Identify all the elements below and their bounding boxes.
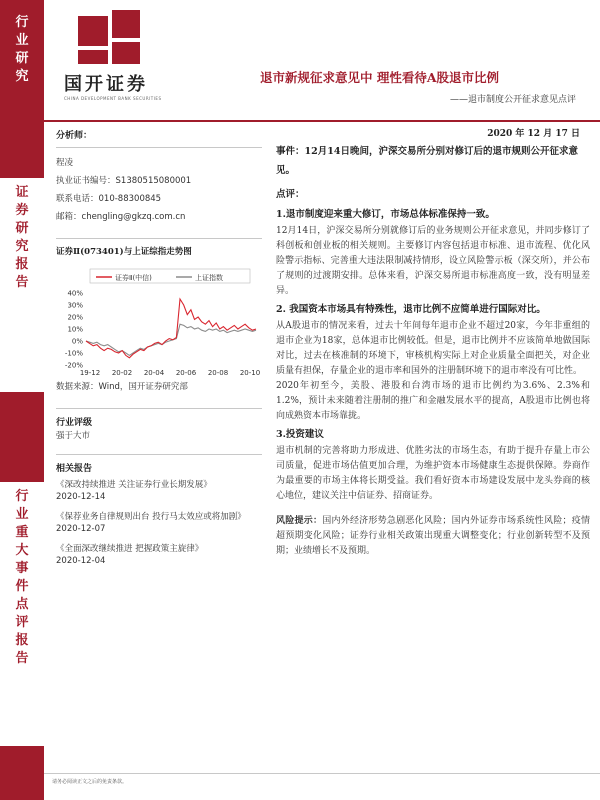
email-label: 邮箱：: [56, 212, 82, 222]
sidebar-char: 券: [15, 203, 29, 218]
phone-line: [56, 190, 262, 208]
related-report-date: 2020-12-07: [56, 524, 106, 534]
sidebar-char: 业: [15, 507, 29, 522]
sidebar-char: 事: [15, 561, 29, 576]
legend-label: 证券Ⅱ(中信): [115, 274, 152, 282]
disclaimer-footer: 请务必阅读正文之后的免责条款。: [52, 779, 128, 785]
sidebar-char: 业: [15, 33, 29, 48]
logo-name: 国开证券: [64, 74, 148, 95]
related-report-title[interactable]: 《深改持续推进 关注证券行业长期发展》: [56, 480, 212, 490]
phone-number: 010-88300845: [98, 194, 162, 204]
related-report-date: 2020-12-14: [56, 492, 106, 502]
report-title: 退市新规征求意见中 理性看待A股退市比例: [260, 70, 500, 85]
analyst-name: 程凌: [56, 158, 74, 168]
sidebar-char: 点: [15, 597, 29, 612]
y-tick-label: 40%: [67, 289, 83, 298]
divider: [56, 147, 262, 148]
report-date: 2020 年 12 月 17 日: [487, 129, 580, 139]
sections: [276, 206, 590, 504]
sidebar-char: 研: [15, 51, 29, 66]
y-tick-label: -10%: [64, 349, 83, 358]
divider: [56, 454, 262, 455]
sidebar-char: 研: [15, 221, 29, 236]
sidebar-char: 行: [15, 489, 29, 504]
chart-title: 证券Ⅱ(073401)与上证综指走势图: [56, 247, 192, 257]
email-address: chengling@gkzq.com.cn: [81, 212, 186, 222]
y-tick-label: 10%: [67, 325, 83, 334]
sidebar-char: 重: [15, 525, 29, 540]
sidebar-char: 报: [15, 257, 29, 272]
series-line: [86, 324, 256, 355]
y-tick-label: 20%: [67, 313, 83, 322]
x-tick-label: 20-02: [111, 369, 133, 377]
risk-paragraph: [276, 514, 590, 559]
related-report-title[interactable]: 《保荐业务自律规则出台 投行马太效应或将加剧》: [56, 512, 246, 522]
divider: [56, 238, 262, 239]
section-paragraph: 退市机制的完善将助力形成进、优胜劣汰的市场生态，有助于提升存量上市公司质量，促进市场估值更加合理，为维护资本市场健康生态提供保障。券商作为最重要的市场主体将长期受益。我们看好资本市场建设发展中龙头券商的核心地位，建议关注中信证券、招商证券。: [276, 446, 590, 501]
rating-heading: 行业评级: [56, 418, 93, 428]
y-tick-label: -20%: [64, 361, 83, 370]
sidebar-char: 究: [15, 69, 29, 84]
x-tick-label: 19-12: [79, 369, 101, 377]
sidebar-char: 件: [15, 579, 29, 594]
sidebar-char: 报: [15, 633, 29, 648]
cert-label: 执业证书编号：: [56, 176, 116, 186]
company-logo: [62, 4, 182, 109]
section-heading: 1.退市制度迎来重大修订，市场总体标准保持一致。: [276, 209, 495, 220]
trend-chart: [56, 257, 262, 377]
event-summary: 事件：12月14日晚间，沪深交易所分别对修订后的退市规则公开征求意见。: [276, 146, 578, 176]
section-heading: 2. 我国资本市场具有特殊性，退市比例不应简单进行国际对比。: [276, 304, 546, 315]
sidebar-char: 究: [15, 239, 29, 254]
risk-text: 国内外经济形势急剧恶化风险；国内外证券市场系统性风险；疫情超预期变化风险；证券行业相关政策出现重大调整变化；行业创新转型不及预期；业绩增长不及预期。: [276, 516, 590, 556]
series-line: [86, 299, 256, 358]
legend-label: 上证指数: [195, 274, 223, 282]
comment-heading: 点评：: [276, 189, 305, 200]
section-paragraph: 2020年初至今，美股、港股和台湾市场的退市比例约为3.6%、2.3%和1.2%，预计未来随着注册制的推广和金融发展水平的提高，A股退市比例也将向成熟资本市场靠拢。: [276, 381, 590, 421]
section-heading: 3.投资建议: [276, 429, 324, 440]
sidebar-band-event-review: [0, 482, 44, 746]
y-tick-label: 30%: [67, 301, 83, 310]
logo-english-name: CHINA DEVELOPMENT BANK SECURITIES: [64, 96, 162, 101]
section-paragraph: 12月14日，沪深交易所分别就修订后的业务规则公开征求意见，并同步修订了科创板和创业板的相关规则。主要修订内容包括退市标准、退市流程、优化风险警示指标、完善重大违法限制减持情形，设立风险警示板（深交所），并公布了规则的过渡期安排。总体来看，沪深交易所退市标准高度一致，没有明显差异。: [276, 226, 590, 296]
cert-number: S1380515080001: [115, 176, 192, 186]
sidebar-char: 大: [15, 543, 29, 558]
risk-label: 风险提示：: [276, 516, 323, 526]
x-tick-label: 20-10: [239, 369, 261, 377]
legend-box: [90, 269, 250, 283]
y-tick-label: 0%: [71, 337, 83, 346]
related-report-title[interactable]: 《全面深改继续推进 把握政策主旋律》: [56, 544, 204, 554]
sidebar-band-industry-research: [0, 14, 44, 86]
right-column: [276, 186, 590, 559]
analyst-heading: 分析师：: [56, 131, 93, 141]
x-tick-label: 20-04: [143, 369, 165, 377]
section-paragraph: 从A股退市的情况来看，过去十年间每年退市企业不超过20家，今年非重组的退市企业为18家，总体退市比例较低。但是，退市比例并不应该简单地做国际对比，过去在核准制的环境下，审核机构实际上对企业质量全面把关，对企业质量有担保，存量企业的退市率和国外的注册制环境下的退市率没有可比性。: [276, 321, 590, 376]
logo-mark-icon: [70, 6, 148, 68]
email-line: [56, 208, 262, 226]
chart-source: 数据来源：Wind，国开证券研究部: [56, 382, 188, 392]
sidebar-char: 证: [15, 185, 29, 200]
phone-label: 联系电话：: [56, 194, 99, 204]
footer-divider: [44, 773, 600, 774]
sidebar-char: 行: [15, 15, 29, 30]
sidebar-band-research-report: [0, 178, 44, 392]
left-column: [56, 126, 262, 574]
related-report-date: 2020-12-04: [56, 556, 106, 566]
related-list: [56, 478, 262, 566]
rating-value: 强于大市: [56, 431, 91, 441]
sidebar-char: 评: [15, 615, 29, 630]
sidebar-char: 告: [15, 275, 29, 290]
divider: [56, 408, 262, 409]
x-tick-label: 20-06: [175, 369, 197, 377]
header-divider: [44, 120, 600, 122]
cert-line: [56, 172, 262, 190]
sidebar-char: 告: [15, 651, 29, 666]
x-tick-label: 20-08: [207, 369, 229, 377]
report-subtitle: ——退市制度公开征求意见点评: [450, 95, 577, 105]
related-heading: 相关报告: [56, 464, 93, 474]
